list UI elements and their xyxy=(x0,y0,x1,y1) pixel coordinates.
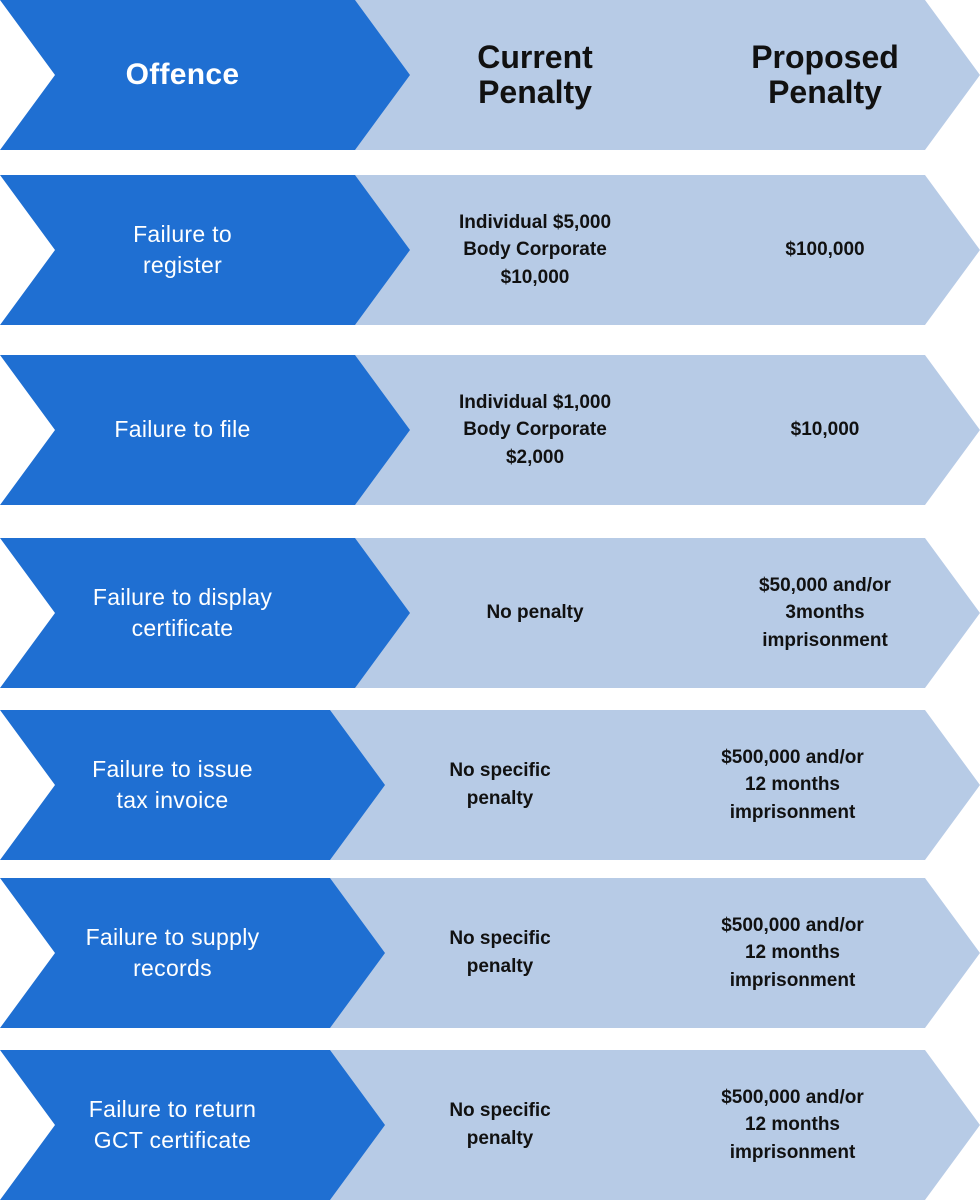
current-penalty-line: $10,000 xyxy=(500,266,570,288)
offence-row xyxy=(0,355,980,505)
offence-line: GCT certificate xyxy=(93,1127,252,1153)
offence-label xyxy=(20,1050,325,1200)
proposed-penalty-chevron xyxy=(615,878,980,1028)
offence-line: Failure to display xyxy=(92,583,273,610)
header-current-penalty-label xyxy=(415,0,655,150)
offence-label xyxy=(20,355,345,505)
proposed-penalty-line: 12 months xyxy=(744,1114,841,1136)
offence-label xyxy=(20,710,325,860)
header-offence-label xyxy=(20,0,345,150)
offence-line: certificate xyxy=(131,615,234,641)
proposed-penalty-line: 12 months xyxy=(744,774,841,796)
current-penalty-label xyxy=(390,710,610,860)
offence-row xyxy=(0,878,980,1028)
header-offence-chevron xyxy=(0,0,415,150)
offence-chevron xyxy=(0,538,415,688)
proposed-penalty-label xyxy=(685,1050,900,1200)
proposed-penalty-line: 3months xyxy=(785,602,865,624)
proposed-penalty-chevron xyxy=(655,355,980,505)
proposed-penalty-chevron xyxy=(615,710,980,860)
header-proposed-penalty-label xyxy=(715,0,935,150)
current-penalty-line: No specific xyxy=(449,760,551,782)
header-proposed-penalty-line: Proposed xyxy=(751,38,899,75)
offence-label xyxy=(20,878,325,1028)
current-penalty-label xyxy=(390,878,610,1028)
offence-chevron xyxy=(0,355,415,505)
offence-line: Failure to return xyxy=(88,1095,257,1122)
proposed-penalty-line: imprisonment xyxy=(762,629,888,651)
offence-label xyxy=(20,538,345,688)
proposed-penalty-label xyxy=(685,710,900,860)
offence-row xyxy=(0,1050,980,1200)
offence-row xyxy=(0,538,980,688)
offence-line: register xyxy=(142,252,223,278)
offence-row xyxy=(0,175,980,325)
offence-line: Failure to file xyxy=(114,416,251,443)
proposed-penalty-line: $500,000 and/or xyxy=(721,914,864,936)
current-penalty-line: No specific xyxy=(449,928,551,950)
current-penalty-line: No specific xyxy=(449,1100,551,1122)
proposed-penalty-label xyxy=(715,538,935,688)
current-penalty-line: penalty xyxy=(466,1128,534,1149)
current-penalty-label xyxy=(415,175,655,325)
offence-chevron xyxy=(0,175,415,325)
current-penalty-line: Individual $5,000 xyxy=(458,211,612,233)
proposed-penalty-line: $500,000 and/or xyxy=(721,746,864,768)
proposed-penalty-line: $100,000 xyxy=(785,239,865,261)
offence-line: Failure to xyxy=(133,220,232,247)
offence-line: Failure to supply xyxy=(85,923,260,950)
proposed-penalty-line: $50,000 and/or xyxy=(758,574,892,596)
current-penalty-line: Body Corporate xyxy=(463,239,607,261)
proposed-penalty-line: imprisonment xyxy=(729,801,856,823)
current-penalty-label xyxy=(390,1050,610,1200)
current-penalty-line: $2,000 xyxy=(505,446,565,468)
offence-line: tax invoice xyxy=(116,787,229,813)
current-penalty-line: penalty xyxy=(466,956,534,977)
offence-line: records xyxy=(133,955,212,981)
current-penalty-label xyxy=(415,355,655,505)
current-penalty-line: penalty xyxy=(466,788,534,809)
current-penalty-line: Body Corporate xyxy=(463,419,607,441)
header-offence-line: Offence xyxy=(125,57,240,91)
header-row xyxy=(0,0,980,150)
offence-row xyxy=(0,710,980,860)
proposed-penalty-chevron xyxy=(615,1050,980,1200)
header-proposed-penalty-line: Penalty xyxy=(768,74,882,110)
offence-label xyxy=(20,175,345,325)
current-penalty-line: Individual $1,000 xyxy=(458,391,612,413)
header-current-penalty-line: Penalty xyxy=(478,74,592,110)
proposed-penalty-label xyxy=(685,878,900,1028)
proposed-penalty-label xyxy=(715,175,935,325)
proposed-penalty-line: 12 months xyxy=(744,942,841,964)
header-current-penalty-line: Current xyxy=(477,38,593,75)
proposed-penalty-line: imprisonment xyxy=(729,1141,856,1163)
proposed-penalty-chevron xyxy=(655,175,980,325)
proposed-penalty-line: $10,000 xyxy=(790,419,860,441)
proposed-penalty-chevron xyxy=(655,538,980,688)
header-proposed-penalty-chevron xyxy=(655,0,980,150)
offence-line: Failure to issue xyxy=(92,755,253,782)
proposed-penalty-line: imprisonment xyxy=(729,969,856,991)
current-penalty-label xyxy=(415,538,655,688)
current-penalty-line: No penalty xyxy=(486,602,584,624)
proposed-penalty-label xyxy=(715,355,935,505)
proposed-penalty-line: $500,000 and/or xyxy=(721,1086,864,1108)
